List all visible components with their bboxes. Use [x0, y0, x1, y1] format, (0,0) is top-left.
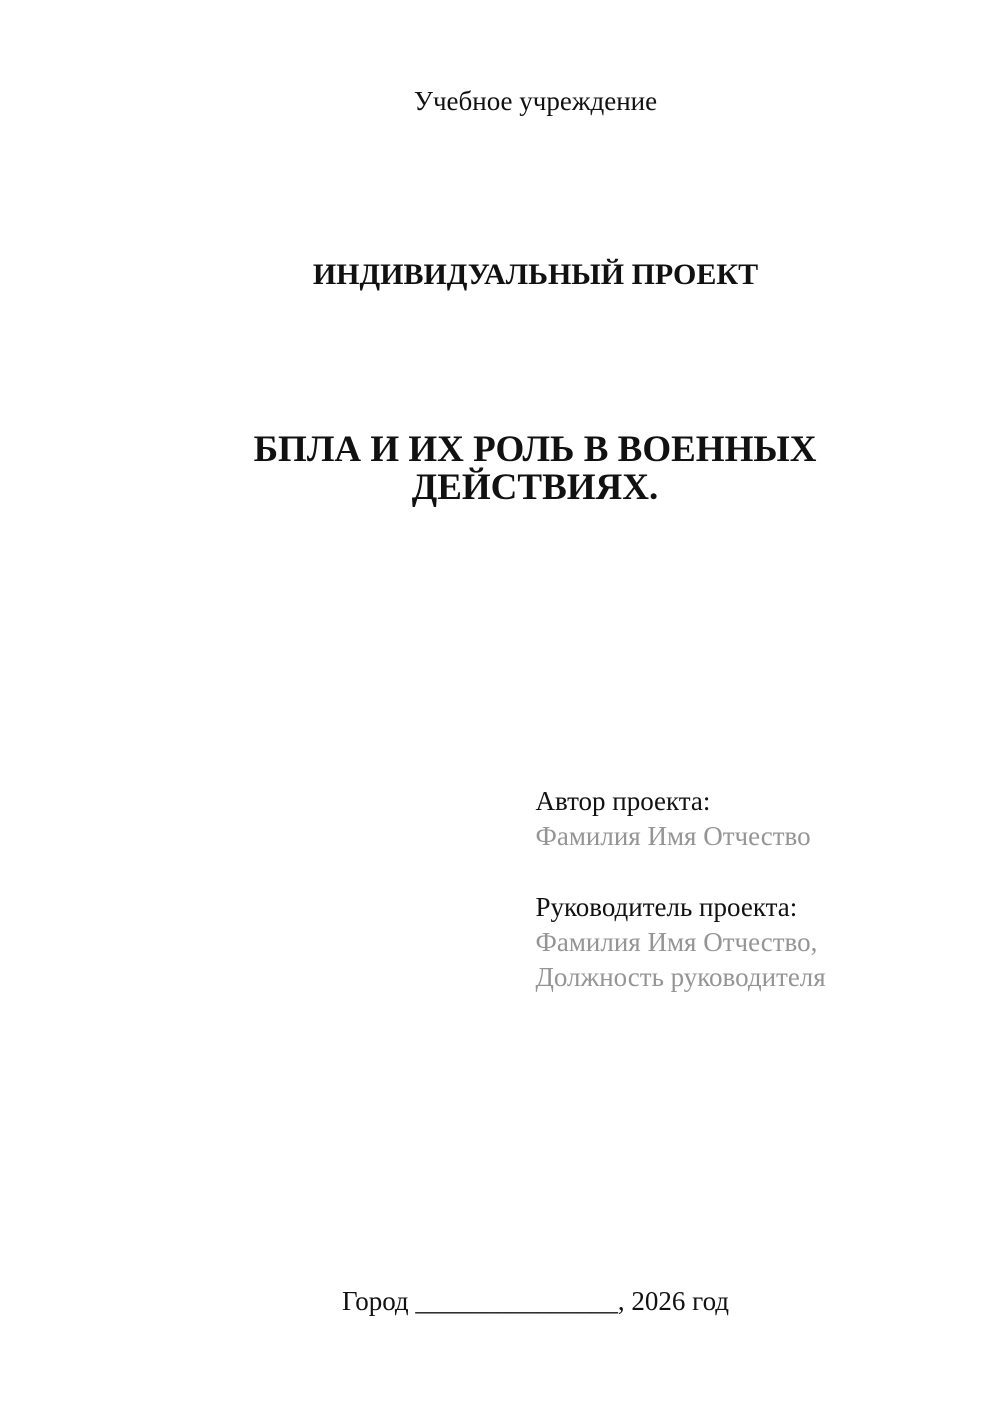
project-type-heading: ИНДИВИДУАЛЬНЫЙ ПРОЕКТ	[312, 258, 759, 291]
author-section	[536, 784, 930, 854]
institution-line: Учебное учреждение	[413, 86, 658, 116]
supervisor-name-placeholder: Фамилия Имя Отчество,	[535, 927, 818, 957]
supervisor-position-placeholder: Должность руководителя	[535, 962, 826, 992]
credits-block	[142, 784, 929, 995]
city-year-line: Город _______________, 2026 год	[341, 1286, 730, 1316]
supervisor-section	[536, 890, 930, 995]
project-title: БПЛА И ИХ РОЛЬ В ВОЕННЫХ ДЕЙСТВИЯХ.	[253, 429, 817, 508]
author-name-placeholder: Фамилия Имя Отчество	[535, 821, 811, 851]
supervisor-label: Руководитель проекта:	[535, 892, 798, 922]
author-label: Автор проекта:	[535, 786, 711, 816]
